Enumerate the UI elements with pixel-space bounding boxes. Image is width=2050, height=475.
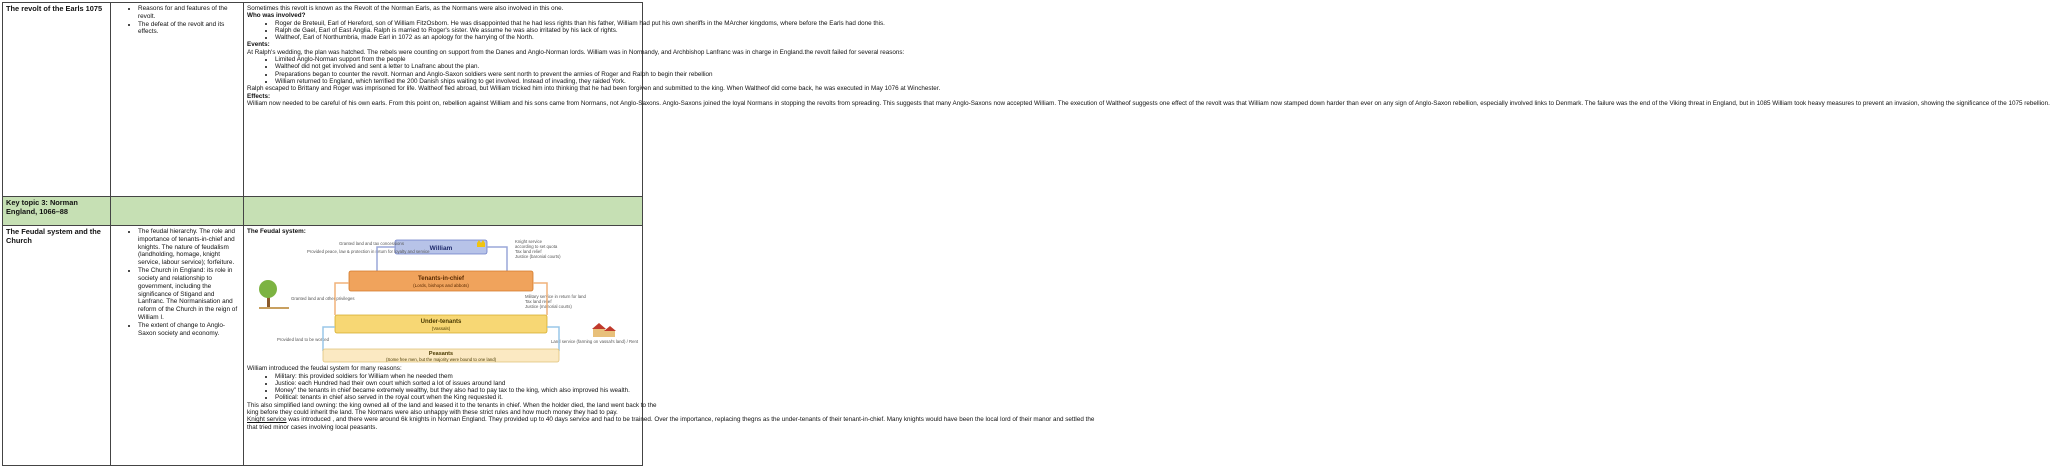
diagram-label: Military service in return for land	[525, 294, 586, 300]
list-item: • The extent of change to Anglo-Saxon society and economy.	[138, 322, 240, 338]
list-item: • Preparations began to counter the revolt. Norman and Anglo-Saxon soldiers were sent north to prevent the armies of Roger and Ralph to begin their rebellion	[275, 71, 639, 78]
diagram-label: Knight service	[515, 239, 542, 245]
list-item: • The defeat of the revolt and its effects.	[138, 21, 240, 37]
revolt-notes	[247, 5, 2050, 107]
diagram-label: Tax land relief	[525, 299, 552, 305]
list-item: • The feudal hierarchy. The role and importance of tenants-in-chief and knights. The nature of feudalism (landholding, homage, knight service, labour service); forfeiture.	[138, 228, 240, 267]
row-feudal-system	[3, 226, 643, 466]
feudal-diagram	[247, 237, 642, 363]
diagram-label: Land service (farming on vassal's land) / Rent	[551, 339, 639, 345]
tenants-label: Tenants-in-chief	[418, 276, 464, 283]
diagram-label: Tax land relief	[515, 249, 542, 255]
events-text: At Ralph's wedding, the plan was hatched. The rebels were counting on support from the Danes and Anglo-Norman lords. William was in Normandy, and Archbishop Lanfranc was in charge in England.the revolt failed for several reasons:	[247, 48, 905, 56]
reasons-intro: William introduced the feudal system for many reasons:	[247, 365, 402, 373]
undertenants-sublabel: (Vassals)	[431, 326, 451, 332]
feudal-notes	[247, 228, 1095, 431]
who-list	[247, 19, 885, 42]
row-revolt-of-earls	[3, 3, 643, 197]
who-heading: Who was involved?	[247, 12, 306, 20]
intro-text: Sometimes this revolt is known as the Revolt of the Norman Earls, as the Normans were also involved in this one.	[247, 5, 564, 12]
events-list	[247, 56, 713, 85]
key-topic-title: Key topic 3: Norman England, 1066–88	[6, 198, 78, 216]
list-item: • Ralph de Gael, Earl of East Anglia. Ralph is married to Roger's sister. We assume he was also irritated by his lack of rights.	[275, 27, 639, 34]
events-after-text: Ralph escaped to Brittany and Roger was imprisoned for life. Waltheof fled abroad, but William tricked him into thinking that he had been forgiven and submitted to the king. When Waltheof did come back, he was executed in May 1076 at Winchester.	[247, 85, 941, 93]
village-icon	[592, 323, 616, 337]
arrow-up	[487, 247, 507, 271]
diagram-label: Provided land to be worked	[277, 337, 330, 343]
after-text-3	[247, 416, 1095, 424]
list-item: • Roger de Breteuil, Earl of Hereford, son of William FitzOsborn. He was disappointed that he had less rights than his father, William had put his own sheriffs in the MArcher kingdoms, where before the Earls had done this.	[275, 20, 639, 27]
topic-title: The revolt of the Earls 1075	[6, 4, 103, 13]
list-item: • The Church in England: its role in society and relationship to government, including the significance of Stigand and Lanfranc. The Normanisation and reform of the Church in the reign of William I.	[138, 267, 240, 322]
list-item: • Money" the tenants in chief became extremely wealthy, but they also had to pay tax to the king, which also improved his wealth.	[275, 387, 639, 394]
diagram-label: according to set quota	[515, 244, 558, 250]
after-text-1: This also simplified land owning: the king owned all of the land and leased it to the tenants in chief. When the holder died, the land went back to the	[247, 401, 657, 409]
tree-icon	[259, 280, 289, 309]
list-item: • Political: tenants in chief also served in the royal court when the King requested it.	[275, 394, 639, 401]
diagram-label: Granted land and other privileges	[291, 296, 355, 302]
topic-title: The Feudal system and the Church	[6, 227, 101, 245]
diagram-label: Granted land and tax concessions	[339, 241, 404, 247]
effects-heading: Effects:	[247, 92, 271, 100]
tenants-sublabel: (Lords, bishops and abbots)	[413, 283, 469, 289]
after-text-4: that tried minor cases involving local peasants.	[247, 423, 378, 431]
peasants-label: Peasants	[428, 351, 454, 358]
list-item: • Waltheof, Earl of Northumbria, made Earl in 1072 as an apology for the harrying of the North.	[275, 34, 639, 41]
effects-text: William now needed to be careful of his own earls. From this point on, rebellion against William and his sons came from Normans, not Anglo-Saxons. Anglo-Saxons joined the loyal Normans in stopping the revolts from spreading. This suggests that many Anglo-Saxons now accepted William. The execution of Waltheof suggests one effect of the revolt was that William now stamped down harder than ever on any sign of Anglo-Saxon rebellion, especially involved links to Denmark. The failure was the end of the Viking threat in England, but in 1085 William took heavy measures to prevent an invasion, showing the significance of the 1075 rebellion.	[247, 99, 2050, 107]
content-list	[114, 228, 240, 337]
feudal-diagram-svg	[247, 237, 642, 363]
events-heading: Events:	[247, 41, 270, 49]
list-item: • Reasons for and features of the revolt.	[138, 5, 240, 21]
knight-service-term: Knight service	[247, 416, 287, 424]
feudal-heading: The Feudal system:	[247, 228, 306, 235]
list-item: • Military: this provided soldiers for William when he needed them	[275, 373, 639, 380]
list-item: • Limited Anglo-Norman support from the people	[275, 56, 639, 63]
diagram-label: Justice (manorial courts)	[525, 304, 572, 310]
william-label: William	[429, 245, 453, 253]
diagram-label: Justice (baronial courts)	[515, 254, 561, 260]
list-item: • Waltheof did not get involved and sent a letter to Lnafranc about the plan.	[275, 63, 639, 70]
list-item: • Justice: each Hundred had their own court which sorted a lot of issues around land	[275, 380, 639, 387]
undertenants-label: Under-tenants	[420, 319, 462, 326]
after-text-2: king before they could inherit the land. The Normans were also unhappy with these strict rules and how much money they had to pay.	[247, 409, 618, 417]
after-text-3-rest: was introduced , and there were around 6k knights in Norman England. They provided up to 40 days service and had to be trained. Over the importance, replacing thegns as the under-tenants of their tenant-in-chief. Many knights would have been the local lord of their manor and settled the	[286, 416, 1095, 424]
content-table	[2, 2, 2050, 466]
content-list	[114, 5, 240, 36]
row-key-topic	[3, 197, 643, 226]
peasants-sublabel: (Some free men, but the majority were bound to one land)	[385, 357, 497, 363]
reasons-list	[247, 373, 639, 402]
diagram-label: Provided peace, law & protection in return for loyalty and service	[307, 249, 430, 255]
list-item: • William returned to England, which terrified the 200 Danish ships waiting to get involved. Instead of invading, they raided York.	[275, 78, 639, 85]
